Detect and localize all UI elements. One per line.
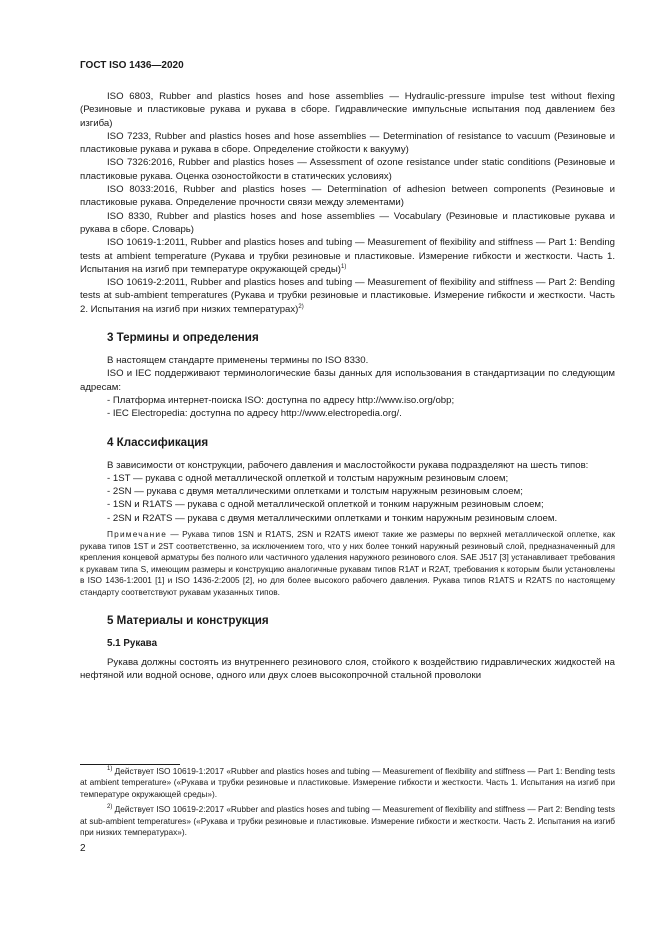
reference-item (80, 236, 615, 276)
section-3-paragraph: ISO и IEC поддерживают терминологические базы данных для использования в стандартизации по следующим адресам: (80, 368, 615, 393)
reference-text: ISO 10619-1:2011, Rubber and plastics hoses and tubing — Measurement of flexibility and stiffness — Part 1: Bending tests at ambient temperature (Рукава и трубки резиновые и пластиковые. Измерение гибкости и жесткости. Часть 1. Испытания на изгиб при температуре окружающей среды) (80, 237, 615, 275)
note-paragraph (80, 529, 615, 599)
reference-item: ISO 8330, Rubber and plastics hoses and hose assemblies — Vocabulary (Резиновые и пластиковые рукава и рукава в сборе. Словарь) (80, 210, 615, 235)
list-item: - 2SN — рукава с двумя металлическими оплетками и толстым наружным резиновым слоем; (107, 486, 523, 498)
list-item: - 1ST — рукава с одной металлической оплеткой и толстым наружным резиновым слоем; (107, 472, 509, 484)
reference-text: ISO 10619-2:2011, Rubber and plastics hoses and tubing — Measurement of flexibility and stiffness — Part 2: Bending tests at sub-ambient temperatures (Рукава и трубки резиновые и пластиковые. Измерение гибкости и жесткости. Часть 2. Испытания на изгиб при низких температурах) (80, 277, 615, 315)
section-5-paragraph: Рукава должны состоять из внутреннего резинового слоя, стойкого к воздействию гидравлических жидкостей на нефтяной или водной основе, одного или двух слоев высокопрочной стальной проволоки (80, 656, 615, 681)
list-item: - IEC Electropedia: доступна по адресу http://www.electropedia.org/. (107, 408, 402, 420)
footnote-mark: 1) (107, 766, 113, 773)
footnote-text: Действует ISO 10619-2:2017 «Rubber and plastics hoses and tubing — Measurement of flexibility and stiffness — Part 2: Bending tests at sub-ambient temperatures» («Рукава и трубки резиновые и пластиковые. Измерение гибкости и жесткости. Часть 2. Испытания на изгиб при низких температурах»). (80, 804, 615, 838)
page-number: 2 (80, 843, 86, 854)
footnotes (80, 766, 615, 842)
reference-item: ISO 8033:2016, Rubber and plastics hoses — Determination of adhesion between components (Резиновые и пластиковые рукава. Определение прочности связи между элементами) (80, 184, 615, 209)
note-label: Примечание (107, 529, 168, 540)
footnote-mark[interactable]: 2) (298, 303, 304, 310)
footnote-item (80, 766, 615, 800)
list-item: - 2SN и R2ATS — рукава с двумя металлическими оплетками и тонким наружным резиновым слоем. (107, 512, 558, 524)
subsection-5-1-heading: 5.1 Рукава (107, 637, 158, 649)
reference-item: ISO 7233, Rubber and plastics hoses and hose assemblies — Determination of resistance to vacuum (Резиновые и пластиковые рукава и рукава в сборе. Определение стойкости к вакууму) (80, 130, 615, 156)
footnote-divider (80, 764, 180, 765)
list-item: - 1SN и R1ATS — рукава с одной металлической оплеткой и тонким наружным резиновым слоем; (107, 499, 544, 511)
note-text: — Рукава типов 1SN и R1ATS, 2SN и R2ATS имеют такие же размеры по верхней металлической оплетке, как рукава типов 1ST и 2ST соответственно, за исключением того, что у них более тонкий наружный резиновый слой, предназначенный для крепления концевой арматуры без полного или частичного удаления наружного резинового слоя. SAE J517 [3] устанавливает требования к рукавам типа S, имеющим размеры и конструкцию аналогичные рукавам типов R1AT и R2AT, требования к которым были установлены в ISO 1436-1:2001 [1] и ISO 1436-2:2005 [2], но для более высокого рабочего давления. Рукава типов R1ATS и R2ATS по настоящему стандарту соответствуют рукавам указанных типов. (80, 529, 615, 597)
main-content (80, 90, 615, 682)
footnote-item (80, 804, 615, 838)
section-4-paragraph: В зависимости от конструкции, рабочего давления и маслостойкости рукава подразделяют на шесть типов: (107, 459, 589, 471)
section-4-heading: 4 Классификация (107, 435, 209, 449)
reference-item: ISO 6803, Rubber and plastics hoses and hose assemblies — Hydraulic-pressure impulse test without flexing (Резиновые и пластиковые рукава и рукава в сборе. Гидравлические импульсные испытания под давлением без изгиба) (80, 91, 615, 129)
footnote-mark: 2) (107, 804, 113, 811)
footnote-text: Действует ISO 10619-1:2017 «Rubber and plastics hoses and tubing — Measurement of flexibility and stiffness — Part 1: Bending tests at ambient temperature» («Рукава и трубки резиновые и пластиковые. Измерение гибкости и жесткости. Часть 1. Испытания на изгиб при температуре окружающей среды»). (80, 766, 615, 799)
footnote-mark[interactable]: 1) (341, 263, 347, 270)
document-header: ГОСТ ISO 1436—2020 (80, 60, 184, 71)
section-3-paragraph: В настоящем стандарте применены термины по ISO 8330. (107, 355, 369, 367)
section-5-heading: 5 Материалы и конструкция (107, 613, 269, 627)
section-3-heading: 3 Термины и определения (107, 331, 259, 345)
reference-item: ISO 7326:2016, Rubber and plastics hoses — Assessment of ozone resistance under static conditions (Резиновые и пластиковые рукава. Оценка озоностойкости в статических условиях) (80, 157, 615, 182)
reference-item (80, 276, 615, 316)
list-item: - Платформа интернет-поиска ISO: доступна по адресу http://www.iso.org/obp; (107, 394, 455, 406)
